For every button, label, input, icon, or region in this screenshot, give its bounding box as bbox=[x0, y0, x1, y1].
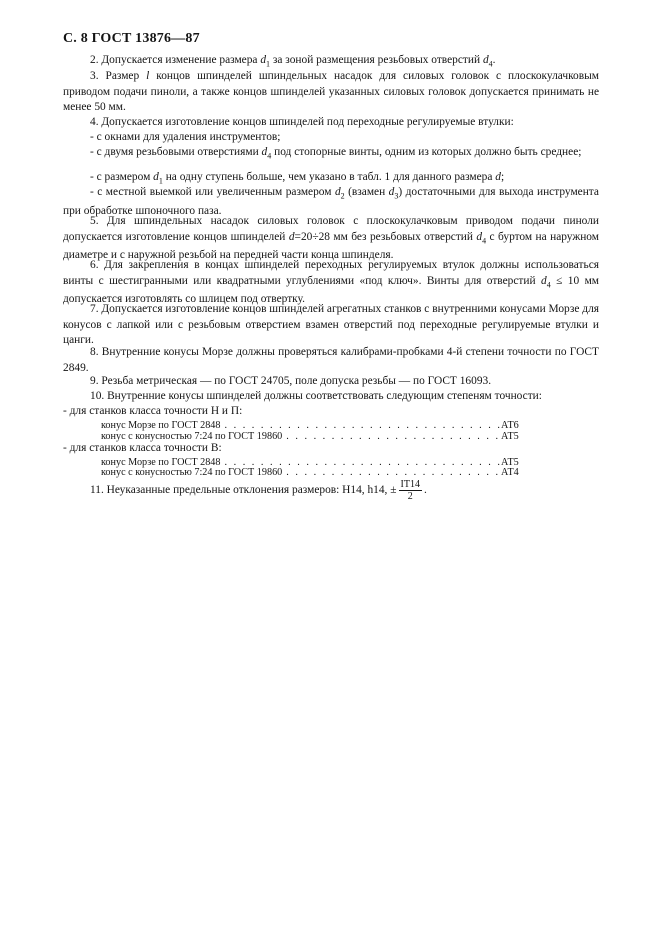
tolerance-row: конус Морзе по ГОСТ 2848 . . . АТ5 bbox=[101, 457, 523, 468]
item-4-list-3: - с размером $d_1$ на одну ступень больше, чем указано в табл. 1 для данного размера d; bbox=[90, 171, 505, 186]
item-5: 5. Для шпиндельных насадок силовых головок с плоскокулачковым приводом подачи пиноли допускается изготовление концов шпинделей d=20÷28 мм без резьбовых отверстий $d_4$ с буртом на наружном диаметре и с наружной резьбой на передней части конца шпинделя. bbox=[63, 215, 599, 262]
item-10-intro: 10. Внутренние конусы шпинделей должны соответствовать следующим степеням точности: bbox=[90, 390, 542, 402]
item-4-list-2: - с двумя резьбовыми отверстиями $d_4$ под стопорные винты, одним из которых должно быть среднее; bbox=[90, 146, 582, 161]
item-10-group-2-label: - для станков класса точности В: bbox=[63, 442, 222, 454]
tolerance-row: конус с конусностью 7:24 по ГОСТ 19860 . . . АТ5 bbox=[101, 431, 523, 442]
fraction bbox=[399, 479, 422, 502]
item-4-list-4: - с местной выемкой или увеличенным размером $d_2$ (взамен $d_3$) достаточными для выхода инструмента при обработке шпоночного паза. bbox=[63, 186, 599, 217]
item-6: 6. Для закрепления в концах шпинделей переходных регулируемых втулок должны использоваться винты с шестигранными или квадратными углублениями «под ключ». Винты для отверстий $d_4 \le 10$ мм допускается изготовлять со шлицем под отвертку. bbox=[63, 259, 600, 306]
leader-dots bbox=[221, 420, 502, 431]
fraction-denominator: 2 bbox=[407, 491, 413, 502]
leader-dots bbox=[282, 431, 501, 442]
fraction-numerator: IT14 bbox=[400, 479, 420, 490]
item-3: 3. Размер l концов шпинделей шпиндельных насадок для силовых головок с плоскокулачковым приводом подачи пиноли, а также концов шпинделей указанных силовых головок допускается принимать не менее 50 мм. bbox=[63, 70, 599, 114]
item-7: 7. Допускается изготовление концов шпинделей агрегатных станков с внутренними конусами Морзе для конусов с лапкой или с резьбовым отверстием взамен отверстий под переходные регулируемые втулки и цанги. bbox=[63, 303, 600, 347]
leader-dots bbox=[282, 467, 501, 478]
page-header: С. 8 ГОСТ 13876—87 bbox=[63, 31, 200, 46]
item-4-list-1: - с окнами для удаления инструментов; bbox=[90, 131, 281, 143]
item-2: 2. Допускается изменение размера $d_1$ за зоной размещения резьбовых отверстий $d_4$. bbox=[90, 54, 496, 69]
item-9: 9. Резьба метрическая — по ГОСТ 24705, поле допуска резьбы — по ГОСТ 16093. bbox=[90, 375, 492, 387]
item-8: 8. Внутренние конусы Морзе должны проверяться калибрами-пробками 4-й степени точности по ГОСТ 2849. bbox=[63, 346, 599, 374]
tolerance-row: конус с конусностью 7:24 по ГОСТ 19860 . . . АТ4 bbox=[101, 467, 523, 478]
tolerance-row: конус Морзе по ГОСТ 2848 . . . АТ6 bbox=[101, 420, 523, 431]
item-10-group-1-label: - для станков класса точности Н и П: bbox=[63, 405, 243, 417]
item-4-intro: 4. Допускается изготовление концов шпинделей под переходные регулируемые втулки: bbox=[90, 116, 514, 128]
item-11: 11. Неуказанные предельные отклонения размеров: H14, h14, ± $\frac{IT14}{2}$ . bbox=[90, 479, 427, 502]
